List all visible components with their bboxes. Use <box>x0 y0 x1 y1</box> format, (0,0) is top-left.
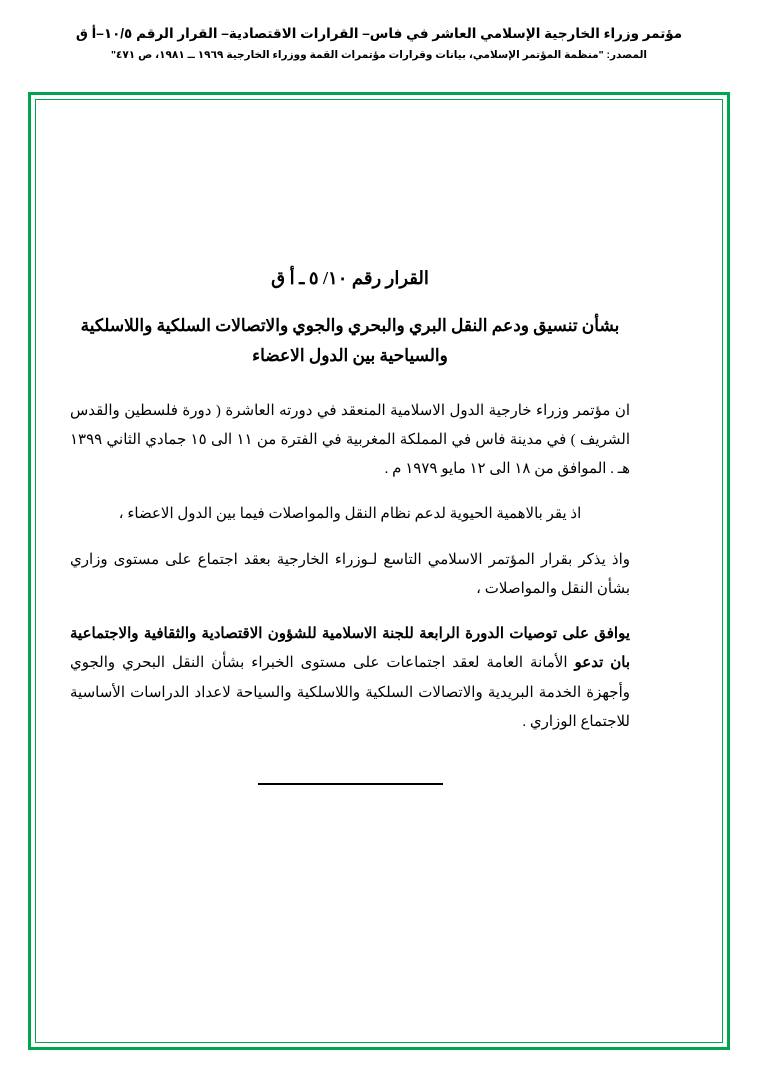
document-header <box>0 24 758 64</box>
decision-lead: يوافق على توصيات الدورة الرابعة للجنة الاسلامية للشؤون الاقتصادية والثقافية والاجتماعية بان تدعو <box>70 626 630 672</box>
resolution-subject: بشأن تنسيق ودعم النقل البري والبحري والجوي والاتصالات السلكية واللاسلكية والسياحية بين الدول الاعضاء <box>80 316 620 365</box>
end-rule <box>258 783 443 785</box>
document-body <box>70 268 630 785</box>
paragraph-decision <box>70 620 630 737</box>
header-title: مؤتمر وزراء الخارجية الإسلامي العاشر في فاس– القرارات الاقتصادية– القرار الرقم ١٠/٥–أ ق <box>75 26 683 41</box>
header-source: المصدر: "منظمة المؤتمر الإسلامي، بيانات وقرارات مؤتمرات القمة ووزراء الخارجية ١٩٦٩ ــ ١٩٨١، ص ٤٧١" <box>110 49 648 62</box>
paragraph-clause-1: اذ يقر بالاهمية الحيوية لدعم نظام النقل والمواصلات فيما بين الدول الاعضاء ، <box>118 506 582 523</box>
resolution-number: القرار رقم ١٠/ ٥ ـ أ ق <box>271 268 429 288</box>
decision-rest: الأمانة العامة لعقد اجتماعات على مستوى الخبراء بشأن النقل البحري والجوي وأجهزة الخدمة البريدية والاتصالات السلكية واللاسلكية والسياحة لاعداد الدراسات الأساسية للاجتماع الوزاري . <box>70 655 630 730</box>
paragraph-preamble: ان مؤتمر وزراء خارجية الدول الاسلامية المنعقد في دورته العاشرة ( دورة فلسطين والقدس الشريف ) في مدينة فاس في المملكة المغربية في الفترة من ١١ الى ١٥ جمادي الثاني ١٣٩٩ هـ . الموافق من ١٨ الى ١٢ مايو ١٩٧٩ م . <box>70 402 630 477</box>
paragraph-clause-2: واذ يذكر بقرار المؤتمر الاسلامي التاسع لـوزراء الخارجية بعقد اجتماع على مستوى وزاري بشأن النقل والمواصلات ، <box>70 551 630 597</box>
